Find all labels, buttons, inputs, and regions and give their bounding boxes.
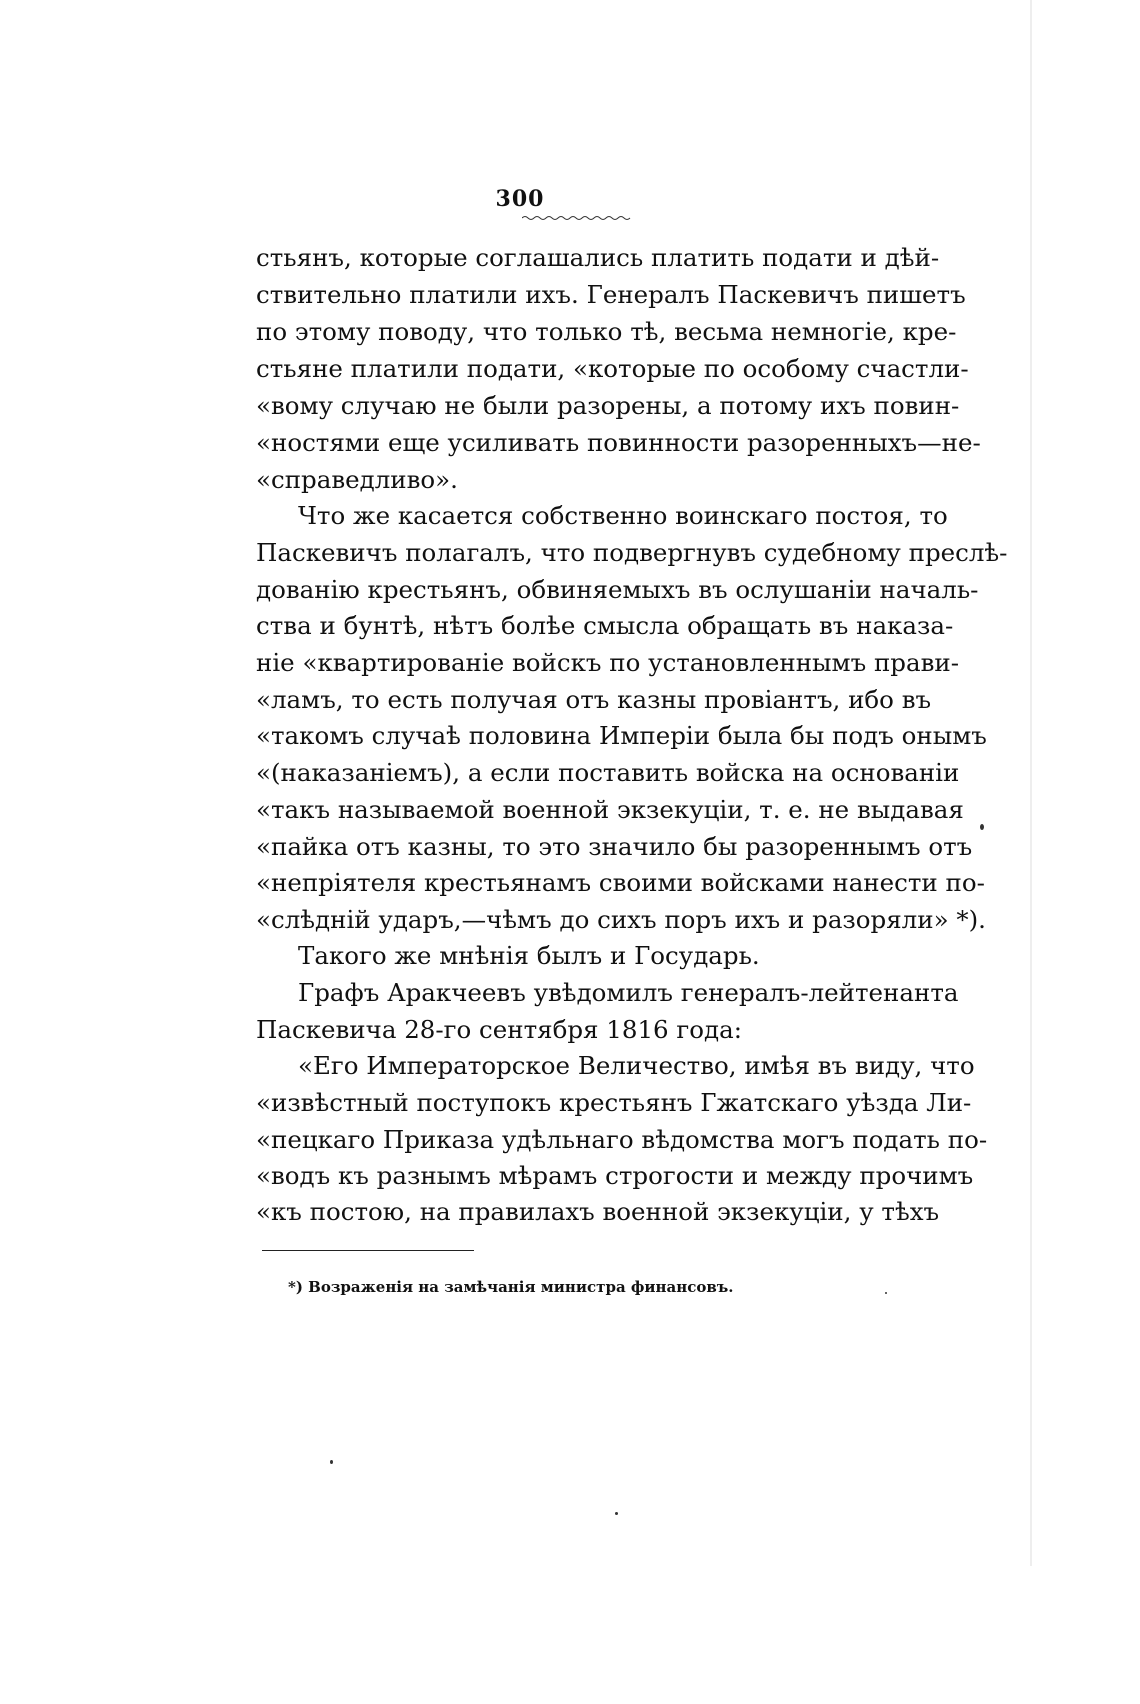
text-line: «слѣдній ударъ,—чѣмъ до сихъ поръ ихъ и разоряли» *). <box>256 905 986 934</box>
scan-speck <box>330 1460 333 1464</box>
page-number-rule <box>522 214 632 222</box>
text-line: «пайка отъ казны, то это значило бы разореннымъ отъ <box>256 832 973 861</box>
text-line: ствительно платили ихъ. Генералъ Паскевичъ пишетъ <box>256 280 966 309</box>
paragraph-start: Такого же мнѣнія былъ и Государь. <box>298 941 760 970</box>
text-line: по этому поводу, что только тѣ, весьма немногіе, кре- <box>256 317 957 346</box>
text-line: «такомъ случаѣ половина Имперіи была бы подъ онымъ <box>256 721 987 750</box>
footnote-rule <box>262 1250 474 1251</box>
text-line: «такъ называемой военной экзекуціи, т. е. не выдавая <box>256 795 964 824</box>
text-line: «водъ къ разнымъ мѣрамъ строгости и между прочимъ <box>256 1161 974 1190</box>
text-line: стьянъ, которые соглашались платить подати и дѣй- <box>256 243 940 272</box>
paragraph-start: Что же касается собственно воинскаго постоя, то <box>298 501 948 530</box>
text-line: Паскевича 28-го сентября 1816 года: <box>256 1015 742 1044</box>
text-line: «вому случаю не были разорены, а потому ихъ повин- <box>256 391 960 420</box>
page-number: 300 <box>495 186 545 212</box>
text-line: «ностями еще усиливать повинности разоренныхъ—не- <box>256 428 981 457</box>
text-line: дованію крестьянъ, обвиняемыхъ въ ослушаніи началь- <box>256 575 979 604</box>
scan-speck <box>980 824 984 830</box>
text-line: «непріятеля крестьянамъ своими войсками нанести по- <box>256 868 985 897</box>
footnote: *) Возраженія на замѣчанія министра финансовъ. <box>288 1278 734 1296</box>
text-line: «(наказаніемъ), а если поставить войска на основаніи <box>256 758 960 787</box>
text-line: «пецкаго Приказа удѣльнаго вѣдомства могъ подать по- <box>256 1125 988 1154</box>
text-line: «извѣстный поступокъ крестьянъ Гжатскаго уѣзда Ли- <box>256 1088 972 1117</box>
text-line: «справедливо». <box>256 465 458 494</box>
page-edge <box>1030 0 1032 1566</box>
text-line: ства и бунтѣ, нѣтъ болѣе смысла обращать въ наказа- <box>256 611 954 640</box>
text-line: ніе «квартированіе войскъ по установленнымъ прави- <box>256 648 959 677</box>
text-line: стьяне платили подати, «которые по особому счастли- <box>256 354 969 383</box>
scan-speck <box>615 1512 618 1515</box>
text-line: «къ постою, на правилахъ военной экзекуціи, у тѣхъ <box>256 1197 940 1226</box>
paragraph-start: Графъ Аракчеевъ увѣдомилъ генералъ-лейтенанта <box>298 978 959 1007</box>
scan-speck <box>885 1292 887 1294</box>
text-line: Паскевичъ полагалъ, что подвергнувъ судебному преслѣ- <box>256 538 1008 567</box>
text-line: «ламъ, то есть получая отъ казны провіантъ, ибо въ <box>256 685 932 714</box>
quote-start: «Его Императорское Величество, имѣя въ виду, что <box>298 1051 975 1080</box>
